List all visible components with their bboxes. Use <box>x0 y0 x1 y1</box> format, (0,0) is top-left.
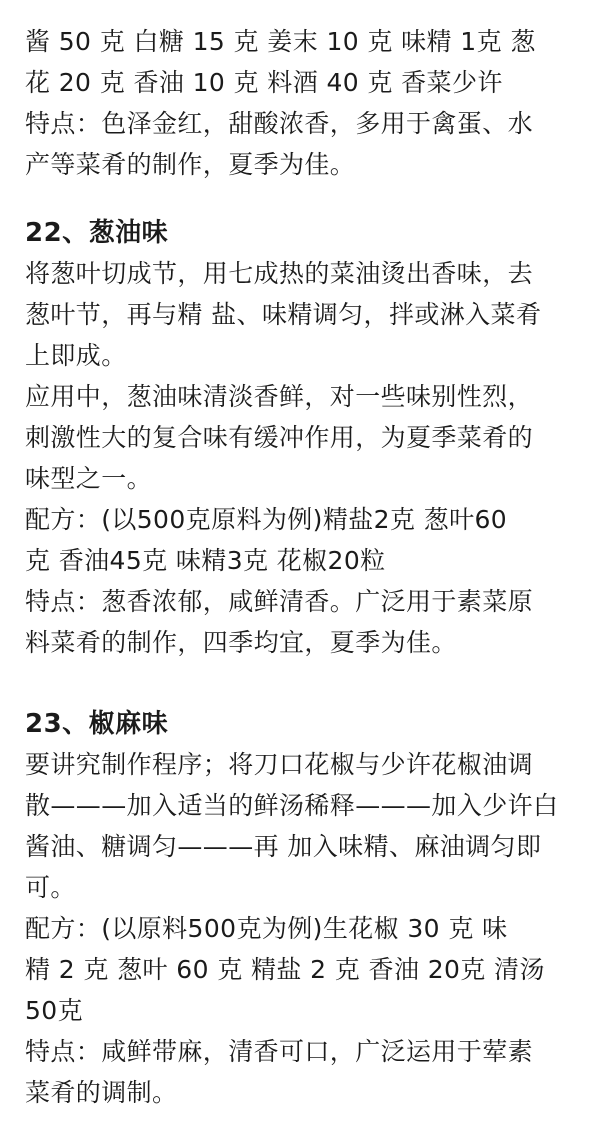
text-line: 精 2 克 葱叶 60 克 精盐 2 克 香油 20克 清汤 <box>25 955 545 984</box>
text-line: 应用中，葱油味清淡香鲜，对一些味别性烈， <box>25 382 534 411</box>
text-line: 刺激性大的复合味有缓冲作用，为夏季菜肴的 <box>25 423 534 452</box>
text-line: 酱 50 克 白糖 15 克 姜末 10 克 味精 1克 葱 <box>25 27 536 56</box>
text-line: 味型之一。 <box>25 464 153 493</box>
text-line: 酱油、糖调匀———再 加入味精、麻油调匀即 <box>25 832 542 861</box>
text-line: 配方：(以500克原料为例)精盐2克 葱叶60 <box>25 505 508 534</box>
text-line: 特点：咸鲜带麻，清香可口，广泛运用于荤素 <box>25 1037 534 1066</box>
text-line: 克 香油45克 味精3克 花椒20粒 <box>25 546 386 575</box>
text-line: 特点：葱香浓郁，咸鲜清香。广泛用于素菜原 <box>25 587 534 616</box>
text-line: 特点：色泽金红，甜酸浓香，多用于禽蛋、水 <box>25 109 534 138</box>
text-line: 50克 <box>25 996 84 1025</box>
text-line: 散———加入适当的鲜汤稀释———加入少许白 <box>25 791 559 820</box>
text-line: 要讲究制作程序；将刀口花椒与少许花椒油调 <box>25 750 534 779</box>
text-line: 可。 <box>25 873 76 902</box>
section-heading: 22、葱油味 <box>25 218 169 248</box>
text-line: 产等菜肴的制作，夏季为佳。 <box>25 150 356 179</box>
text-line: 葱叶节，再与精 盐、味精调匀，拌或淋入菜肴 <box>25 300 542 329</box>
text-line: 将葱叶切成节，用七成热的菜油烫出香味，去 <box>25 259 534 288</box>
text-line: 料菜肴的制作，四季均宜，夏季为佳。 <box>25 628 457 657</box>
section-heading: 23、椒麻味 <box>25 709 169 739</box>
text-line: 配方：(以原料500克为例)生花椒 30 克 味 <box>25 914 508 943</box>
text-line: 菜肴的调制。 <box>25 1078 178 1107</box>
text-line: 花 20 克 香油 10 克 料酒 40 克 香菜少许 <box>25 68 503 97</box>
text-line: 上即成。 <box>25 341 127 370</box>
